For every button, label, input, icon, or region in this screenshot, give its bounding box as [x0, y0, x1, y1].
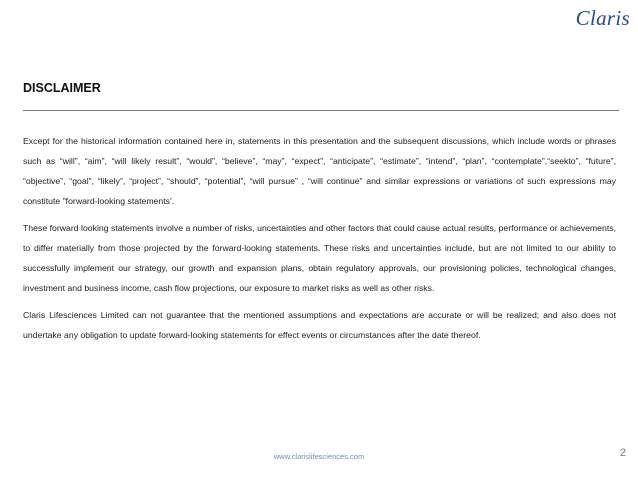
paragraph-forward-looking-definition: Except for the historical information contained here in, statements in this presentation and the subsequent discussions, which include words or phrases such as “will”, “aim”, “will likely result”, “would”, “believe”, “may”, “expect”, “anticipate”, “estimate”, “intend”, “plan”, “contemplate”,“seekto”, “future”, “objective”, “goal”, “likely”, “project”, “should”, “potential”, “will pursue” , “will continue” and similar expressions or variations of such expressions may constitute "forward-looking statements'. [23, 136, 616, 206]
paragraph-no-guarantee: Claris Lifesciences Limited can not guarantee that the mentioned assumptions and expectations are accurate or will be realized; and also does not undertake any obligation to update forward-looking statements for effect events or circumstances after the date thereof. [23, 310, 616, 340]
paragraph-risks: These forward looking statements involve a number of risks, uncertainties and other factors that could cause actual results, performance or achievements, to differ materially from those projected by the forward-looking statements. These risks and uncertainties include, but are not limited to our ability to successfully implement our strategy, our growth and expansion plans, obtain regulatory approvals, our provisioning policies, technological changes, investment and business income, cash flow projections, our exposure to market risks as well as other risks. [23, 223, 616, 293]
claris-logo: Claris [575, 6, 630, 30]
disclaimer-body [23, 131, 616, 352]
page-title: DISCLAIMER [23, 81, 101, 95]
footer-website-link[interactable]: www.clarislifesciences.com [273, 452, 365, 461]
page-number: 2 [619, 447, 626, 459]
title-divider [23, 110, 619, 111]
